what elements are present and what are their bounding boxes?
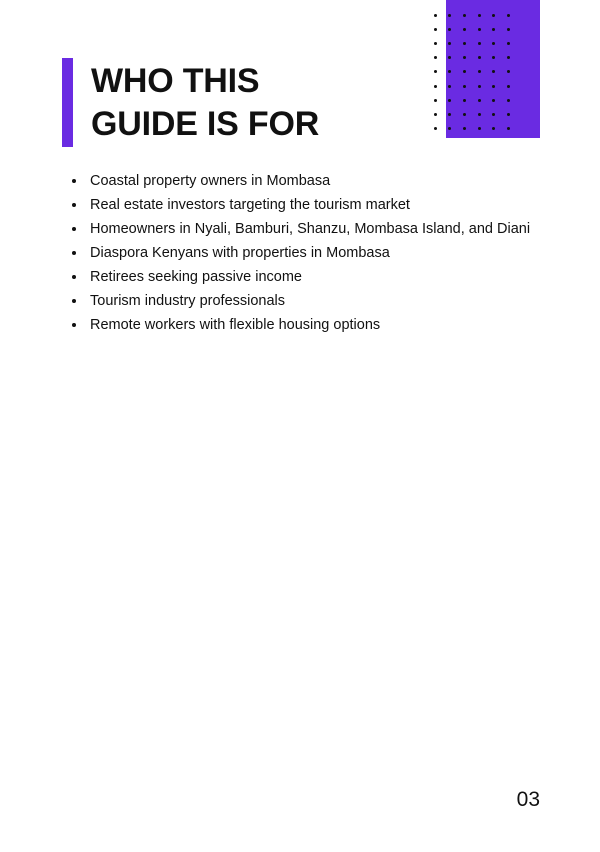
title-text: [91, 58, 319, 147]
decorative-graphic: [428, 0, 540, 140]
list-item: Diaspora Kenyans with properties in Mombasa: [66, 242, 546, 264]
page-number: 03: [516, 788, 540, 811]
decorative-dot-grid: [428, 8, 516, 136]
title-line-1: WHO THIS: [91, 62, 260, 100]
page-title: [62, 58, 319, 147]
list-item: Remote workers with flexible housing options: [66, 314, 546, 336]
list-item: Real estate investors targeting the tourism market: [66, 194, 546, 216]
title-accent-bar: [62, 58, 73, 147]
title-line-2: GUIDE IS FOR: [91, 104, 320, 143]
list-item: Homeowners in Nyali, Bamburi, Shanzu, Mombasa Island, and Diani: [66, 218, 546, 240]
audience-list: [66, 170, 546, 338]
list-item: Tourism industry professionals: [66, 290, 546, 312]
list-item: Retirees seeking passive income: [66, 266, 546, 288]
list-item: Coastal property owners in Mombasa: [66, 170, 546, 192]
